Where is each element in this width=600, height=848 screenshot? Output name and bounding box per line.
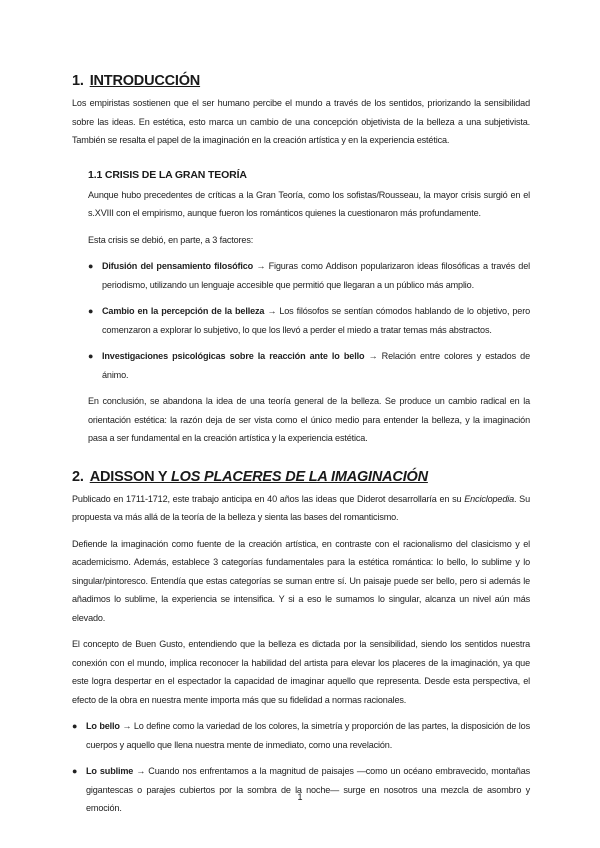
section-2-title-italic: LOS PLACERES DE LA IMAGINACIÓN	[170, 468, 428, 485]
section-2-heading	[72, 466, 530, 488]
subsection-1-1-title: 1.1 CRISIS DE LA GRAN TEORÍA	[88, 168, 247, 181]
bullet-icon: ●	[88, 351, 94, 361]
subsection-1-1-paragraph-1: Aunque hubo precedentes de críticas a la Gran Teoría, como los sofistas/Rousseau, la mayor crisis surgió en el s.XVIII con el empirismo, aunque fueron los románticos quienes la cuestionaron más profundamente.	[88, 189, 530, 218]
list-item-text: → Los filósofos se sentían cómodos hablando de lo objetivo, pero comenzaron a explorar lo subjetivo, lo que los llevó a perder el miedo a tratar temas más abstractos.	[102, 306, 530, 335]
bullet-icon: ●	[72, 721, 78, 731]
page-content	[72, 70, 530, 826]
list-item-heading: Lo sublime	[86, 766, 134, 776]
bullet-icon: ●	[88, 261, 94, 271]
categories-list	[72, 717, 530, 818]
section-1-number: 1.	[72, 73, 84, 89]
section-1-heading	[72, 70, 530, 92]
bullet-icon: ●	[88, 306, 94, 316]
subsection-1-1-conclusion: En conclusión, se abandona la idea de una teoría general de la belleza. Se produce un cambio radical en la orientación estética: la razón deja de ser vista como el único medio para entender la belleza, y la imaginación pasa a ser fundamental en la creación artística y la experiencia estética.	[88, 396, 530, 443]
list-item	[88, 347, 530, 384]
subsection-1-1-conclusion-wrap	[72, 392, 530, 448]
list-item-heading: Lo bello	[86, 721, 120, 731]
section-2-number: 2.	[72, 468, 84, 485]
list-item-heading: Difusión del pensamiento filosófico	[102, 261, 254, 271]
subsection-1-1-body	[72, 186, 530, 250]
subsection-1-1-paragraph-2: Esta crisis se debió, en parte, a 3 factores:	[88, 234, 254, 245]
list-item-text: → Cuando nos enfrentamos a la magnitud de paisajes —como un océano embravecido, montañas gigantescas o parajes cubiertos por la sombra de la noche— surge en nosotros una mezcla de asombro y emoción.	[86, 766, 530, 813]
section-2-title-plain: ADISSON Y	[89, 468, 171, 485]
section-2-paragraph-2: Defiende la imaginación como fuente de la creación artística, en contraste con el racionalismo del clasicismo y el academicismo. Además, establece 3 categorías fundamentales para la estética romántica: lo bello, lo sublime y lo singular/pintoresco. Entendía que estas categorías se suman entre sí. Un paisaje puede ser bello, pero si además le añadimos lo sublime, la experiencia se intensifica. Y si a eso le sumamos lo singular, alcanza un nivel aún más elevado.	[72, 538, 530, 623]
list-item-text: → Relación entre colores y estados de ánimo.	[102, 351, 530, 380]
bullet-icon: ●	[72, 766, 78, 776]
section-2-paragraph-1: Publicado en 1711-1712, este trabajo anticipa en 40 años las ideas que Diderot desarrollaría en su Enciclopedia. Su propuesta va más allá de la teoría de la belleza y sienta las bases del romanticismo.	[72, 493, 531, 522]
list-item-heading: Cambio en la percepción de la belleza	[102, 306, 265, 316]
list-item	[88, 302, 530, 339]
list-item-text: → Lo define como la variedad de los colores, la simetría y proporción de las partes, la disposición de los cuerpos y aquello que llena nuestra mente de inmediato, como una revelación.	[86, 721, 530, 750]
list-item	[88, 257, 530, 294]
encyclopedia-title: Enciclopedia	[464, 493, 514, 504]
factors-list	[72, 257, 530, 384]
list-item-text: → Figuras como Addison popularizaron ideas filosóficas a través del periodismo, utilizando un lenguaje accesible que permitió que llegaran a un público más amplio.	[102, 261, 530, 290]
list-item	[72, 762, 530, 818]
section-2-paragraph-3: El concepto de Buen Gusto, entendiendo que la belleza es dictada por la sensibilidad, siendo los sentidos nuestra conexión con el mundo, implica reconocer la habilidad del artista para elevar los placeres de la imaginación, ya que este logra despertar en el espectador la capacidad de imaginar aquello que representa. Desde esta perspectiva, el efecto de la obra en nuestra mente importa más que su fidelidad a normas racionales.	[72, 639, 530, 705]
section-1-intro: Los empiristas sostienen que el ser humano percibe el mundo a través de los sentidos, priorizando la sensibilidad sobre las ideas. En estética, esto marca un cambio de una concepción objetivista de la belleza a una subjetivista. También se resalta el papel de la imaginación en la creación artística y en la experiencia estética.	[72, 98, 530, 145]
section-2-title	[90, 469, 428, 485]
section-1-title: INTRODUCCIÓN	[89, 73, 201, 89]
list-item-heading: Investigaciones psicológicas sobre la reacción ante lo bello	[102, 351, 365, 361]
page-number: 1	[297, 792, 303, 802]
list-item	[72, 717, 530, 754]
